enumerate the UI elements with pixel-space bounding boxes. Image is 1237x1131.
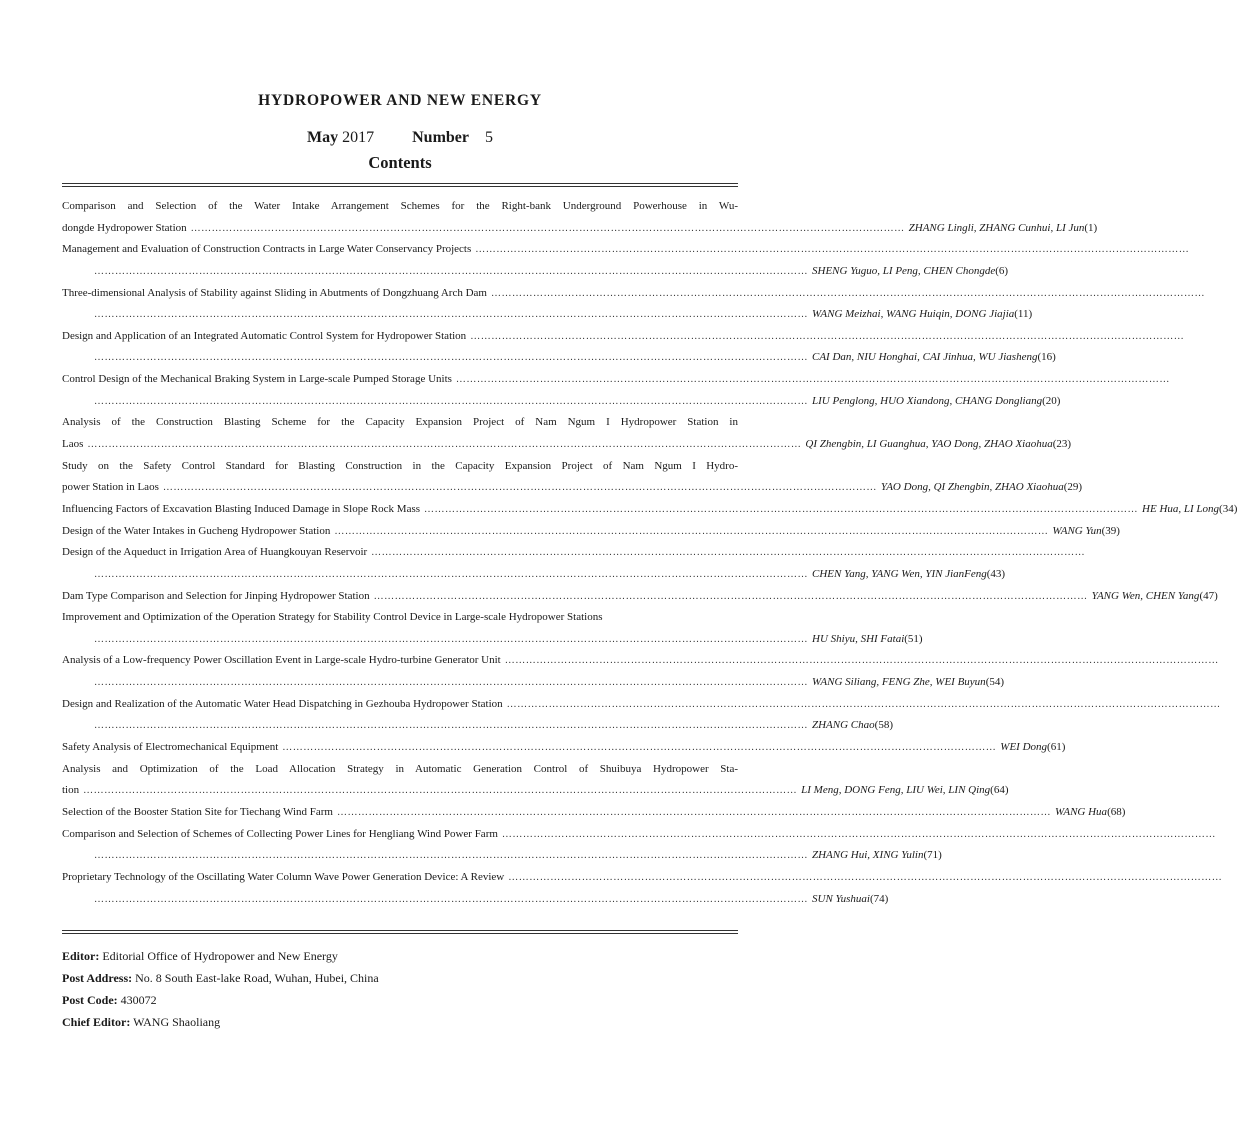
toc-entry xyxy=(62,759,1009,802)
contents-heading: Contents xyxy=(368,153,432,172)
toc-line xyxy=(62,499,1237,521)
toc-line xyxy=(62,759,738,781)
toc-authors: WANG Siliang, FENG Zhe, WEI Buyun xyxy=(812,676,986,689)
toc-line xyxy=(62,564,1006,586)
toc-page-number: (74) xyxy=(869,892,889,905)
address-value: No. 8 South East-lake Road, Wuhan, Hubei, China xyxy=(135,971,379,985)
toc-title: Improvement and Optimization of the Operation Strategy for Stability Control Device in Large-scale Hydropower Stations xyxy=(62,611,603,624)
toc-title: Design of the Aqueduct in Irrigation Area of Huangkouyan Reservoir xyxy=(62,546,368,559)
toc-entry xyxy=(62,196,1098,239)
toc-line xyxy=(62,586,1218,608)
toc-line xyxy=(62,196,738,218)
toc-line xyxy=(62,802,1126,824)
toc-line xyxy=(62,326,738,348)
toc-page-number: (34) xyxy=(1219,502,1237,515)
chief-editor-label: Chief Editor: xyxy=(62,1015,131,1029)
toc-line xyxy=(62,391,1061,413)
leader-dots xyxy=(94,304,808,326)
toc-authors: LI Meng, DONG Feng, LIU Wei, LIN Qing xyxy=(801,784,991,797)
chief-editor-row xyxy=(62,1011,379,1033)
toc-authors: SHENG Yuguo, LI Peng, CHEN Chongde xyxy=(812,264,996,277)
leader-dots xyxy=(508,867,1222,889)
toc-page-number: (68) xyxy=(1107,805,1126,818)
leader-dots xyxy=(502,824,1216,846)
leader-dots xyxy=(94,629,808,651)
toc-line xyxy=(62,650,738,672)
leader-dots xyxy=(94,564,808,586)
chief-editor-value: WANG Shaoliang xyxy=(133,1015,221,1029)
leader-dots xyxy=(94,391,808,413)
leader-dots xyxy=(470,326,1184,348)
toc-page-number: (47) xyxy=(1199,589,1218,602)
toc-authors: HE Hua, LI Long xyxy=(1142,502,1220,515)
toc-page-number: (54) xyxy=(985,676,1005,689)
toc-line xyxy=(62,672,1005,694)
toc-line xyxy=(62,456,738,478)
toc-title: Study on the Safety Control Standard for Blasting Construction in the Capacity Expansion Project of Nam Ngum I Hydro- xyxy=(62,459,738,472)
issue-year: 2017 xyxy=(342,129,375,146)
leader-dots xyxy=(491,283,1205,305)
leader-dots xyxy=(374,586,1088,608)
toc-entry xyxy=(62,694,893,737)
toc-title: Design of the Water Intakes in Gucheng Hydropower Station xyxy=(62,524,331,537)
leader-dots xyxy=(371,542,1085,564)
leader-dots xyxy=(94,889,808,911)
toc-title: Control Design of the Mechanical Braking System in Large-scale Pumped Storage Units xyxy=(62,373,452,386)
toc-page-number: (6) xyxy=(995,264,1009,277)
issue-month: May xyxy=(307,129,339,146)
toc-entry xyxy=(62,586,1218,608)
postcode-row xyxy=(62,989,379,1011)
leader-dots xyxy=(505,650,1219,672)
toc-title: Safety Analysis of Electromechanical Equipment xyxy=(62,741,279,754)
toc-entry xyxy=(62,824,942,867)
editorial-info xyxy=(62,945,379,1033)
toc-authors: QI Zhengbin, LI Guanghua, YAO Dong, ZHAO Xiaohua xyxy=(805,438,1053,451)
postcode-label: Post Code: xyxy=(62,993,118,1007)
toc-authors: SUN Yushuai xyxy=(812,892,870,905)
leader-dots xyxy=(94,347,808,369)
leader-dots xyxy=(94,672,808,694)
toc-title-continued: tion xyxy=(62,784,80,797)
table-of-contents xyxy=(62,196,1237,910)
toc-page-number: (58) xyxy=(874,719,893,732)
leader-dots xyxy=(282,737,996,759)
toc-entry xyxy=(62,802,1126,824)
leader-dots xyxy=(456,369,1170,391)
leader-dots xyxy=(163,477,877,499)
leader-dots xyxy=(507,694,1221,716)
leader-dots xyxy=(87,434,801,456)
toc-entry xyxy=(62,521,1120,543)
toc-line xyxy=(62,218,1098,240)
toc-page-number: (64) xyxy=(990,784,1009,797)
toc-page-number: (29) xyxy=(1063,481,1083,494)
toc-title: Analysis of the Construction Blasting Scheme for the Capacity Expansion Project of Nam Ngum I Hydropower Station in xyxy=(62,416,738,429)
toc-title-continued: power Station in Laos xyxy=(62,481,159,494)
toc-entry xyxy=(62,239,1009,282)
toc-page-number: (23) xyxy=(1052,438,1072,451)
toc-line xyxy=(62,261,1009,283)
editor-value: Editorial Office of Hydropower and New Energy xyxy=(102,949,338,963)
toc-line xyxy=(62,304,1033,326)
toc-title: Proprietary Technology of the Oscillating Water Column Wave Power Generation Device: A Review xyxy=(62,870,505,883)
toc-line xyxy=(62,412,738,434)
toc-title: Three-dimensional Analysis of Stability against Sliding in Abutments of Dongzhuang Arch Dam xyxy=(62,286,487,299)
leader-dots xyxy=(191,218,905,240)
toc-authors: WEI Dong xyxy=(1000,741,1048,754)
postcode-value: 430072 xyxy=(120,993,157,1007)
toc-line xyxy=(62,824,738,846)
toc-line xyxy=(62,629,923,651)
leader-dots xyxy=(83,780,797,802)
toc-title: Comparison and Selection of Schemes of Collecting Power Lines for Hengliang Wind Power Farm xyxy=(62,827,498,840)
toc-page-number: (43) xyxy=(986,567,1006,580)
toc-title: Management and Evaluation of Construction Contracts in Large Water Conservancy Projects xyxy=(62,243,472,256)
toc-page-number: (51) xyxy=(904,632,923,645)
toc-entry xyxy=(62,650,1005,693)
toc-line xyxy=(62,283,738,305)
toc-line xyxy=(62,889,889,911)
toc-line xyxy=(62,542,738,564)
toc-authors: ZHANG Lingli, ZHANG Cunhui, LI Jun xyxy=(908,221,1085,234)
toc-page-number: (61) xyxy=(1047,741,1066,754)
toc-page-number: (39) xyxy=(1101,524,1120,537)
bottom-double-rule xyxy=(62,930,738,934)
leader-dots xyxy=(424,499,1138,521)
toc-line xyxy=(62,521,1120,543)
toc-line xyxy=(62,694,738,716)
leader-dots xyxy=(334,521,1048,543)
editor-label: Editor: xyxy=(62,949,100,963)
toc-authors: CAI Dan, NIU Honghai, CAI Jinhua, WU Jiasheng xyxy=(812,351,1038,364)
toc-entry xyxy=(62,369,1061,412)
toc-authors: ZHANG Hui, XING Yulin xyxy=(812,849,924,862)
journal-title: HYDROPOWER AND NEW ENERGY xyxy=(258,92,542,109)
toc-authors: CHEN Yang, YANG Wen, YIN JianFeng xyxy=(812,567,987,580)
toc-line xyxy=(62,347,1056,369)
toc-entry xyxy=(62,607,923,650)
toc-authors: YANG Wen, CHEN Yang xyxy=(1091,589,1200,602)
toc-title: Analysis of a Low-frequency Power Oscillation Event in Large-scale Hydro-turbine Generator Unit xyxy=(62,654,501,667)
toc-authors: WANG Meizhai, WANG Huiqin, DONG Jiajia xyxy=(812,308,1015,321)
toc-entry xyxy=(62,412,1072,455)
toc-line xyxy=(62,867,738,889)
issue-line xyxy=(0,129,800,147)
leader-dots xyxy=(475,239,1189,261)
toc-line xyxy=(62,477,1083,499)
toc-line xyxy=(62,239,738,261)
address-label: Post Address: xyxy=(62,971,133,985)
toc-title: Influencing Factors of Excavation Blasting Induced Damage in Slope Rock Mass xyxy=(62,502,421,515)
toc-line xyxy=(62,737,1066,759)
toc-title-continued: Laos xyxy=(62,438,84,451)
toc-authors: WANG Yun xyxy=(1052,524,1102,537)
toc-line xyxy=(62,369,738,391)
toc-line xyxy=(62,607,738,629)
toc-page-number: (16) xyxy=(1037,351,1056,364)
toc-line xyxy=(62,434,1072,456)
issue-number-label: Number xyxy=(412,129,469,146)
toc-entry xyxy=(62,867,889,910)
toc-entry xyxy=(62,499,1237,521)
toc-page-number: (20) xyxy=(1042,394,1061,407)
toc-authors: YAO Dong, QI Zhengbin, ZHAO Xiaohua xyxy=(880,481,1064,494)
toc-authors: LIU Penglong, HUO Xiandong, CHANG Dongliang xyxy=(812,394,1043,407)
toc-title: Design and Application of an Integrated Automatic Control System for Hydropower Station xyxy=(62,329,467,342)
leader-dots xyxy=(337,802,1051,824)
toc-line xyxy=(62,780,1009,802)
toc-title-continued: dongde Hydropower Station xyxy=(62,221,187,234)
editor-row xyxy=(62,945,379,967)
toc-authors: WANG Hua xyxy=(1054,805,1108,818)
toc-title: Design and Realization of the Automatic Water Head Dispatching in Gezhouba Hydropower Station xyxy=(62,697,503,710)
top-double-rule xyxy=(62,183,738,187)
toc-page-number: (11) xyxy=(1014,308,1033,321)
toc-title: Selection of the Booster Station Site for Tiechang Wind Farm xyxy=(62,805,333,818)
toc-line xyxy=(62,845,942,867)
toc-entry xyxy=(62,542,1006,585)
toc-title: Comparison and Selection of the Water Intake Arrangement Schemes for the Right-bank Underground Powerhouse in Wu- xyxy=(62,200,738,212)
toc-page-number: (1) xyxy=(1084,221,1098,234)
leader-dots xyxy=(94,845,808,867)
toc-line xyxy=(62,715,893,737)
toc-authors: HU Shiyu, SHI Fatai xyxy=(812,632,905,645)
toc-authors: ZHANG Chao xyxy=(812,719,875,732)
leader-dots xyxy=(94,261,808,283)
leader-dots xyxy=(94,715,808,737)
toc-entry xyxy=(62,326,1056,369)
toc-title: Dam Type Comparison and Selection for Jinping Hydropower Station xyxy=(62,589,370,602)
address-row xyxy=(62,967,379,989)
toc-entry xyxy=(62,737,1066,759)
toc-title: Analysis and Optimization of the Load Allocation Strategy in Automatic Generation Control of Shuibuya Hydropower Sta- xyxy=(62,762,738,775)
toc-entry xyxy=(62,456,1083,499)
toc-page-number: (71) xyxy=(923,849,942,862)
toc-entry xyxy=(62,283,1033,326)
issue-number: 5 xyxy=(485,129,493,146)
